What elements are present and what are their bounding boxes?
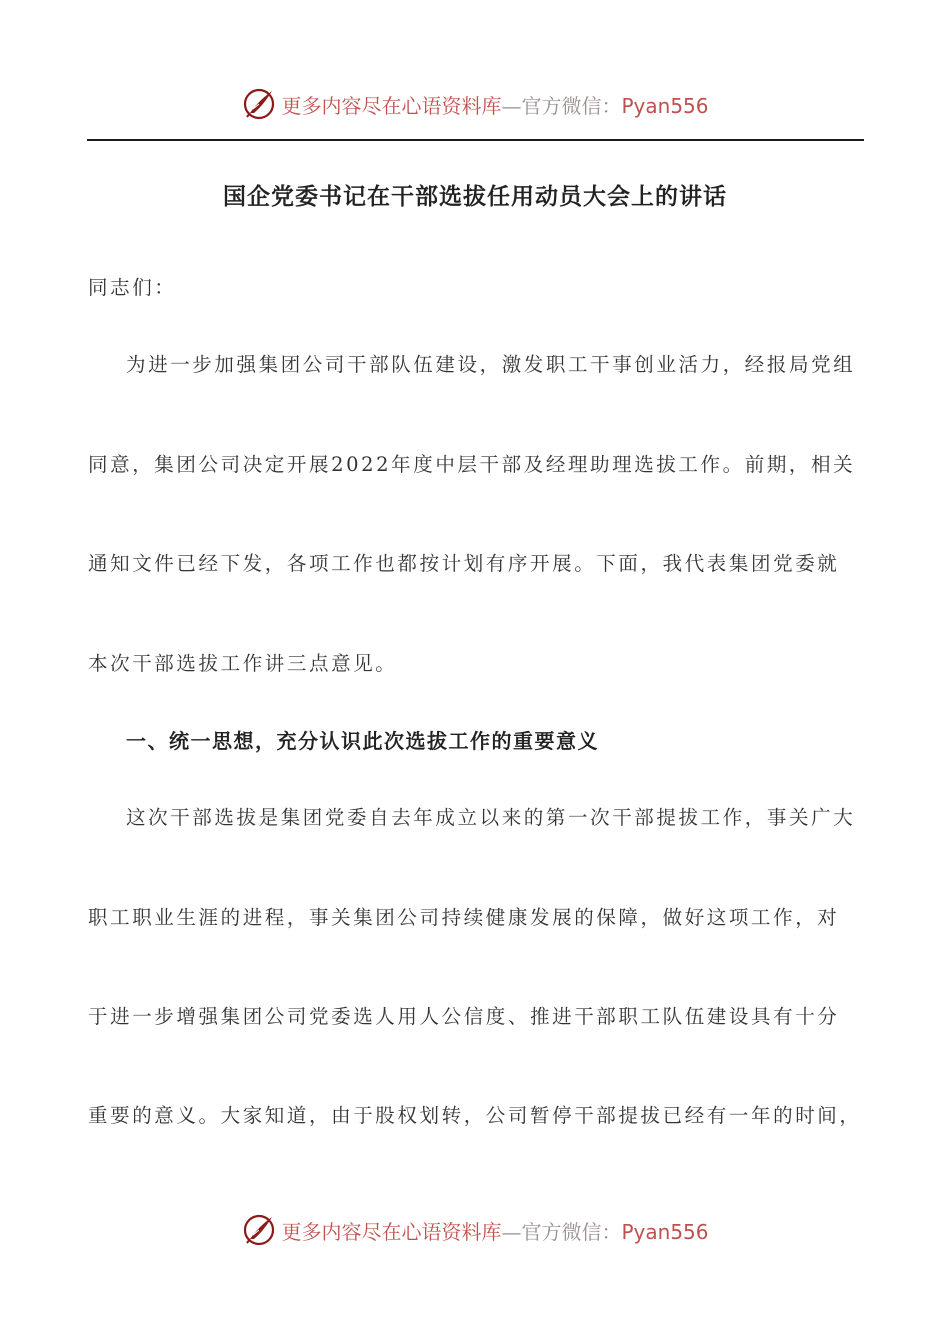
header-divider: [87, 139, 864, 141]
banner-text: [281, 1216, 708, 1245]
banner-wechat-label: 官方微信：: [521, 93, 622, 118]
paragraph1-line4: 本次干部选拔工作讲三点意见。: [88, 652, 398, 675]
banner-wechat-id: Pyan556: [621, 1219, 709, 1244]
document-title: 国企党委书记在干部选拔任用动员大会上的讲话: [223, 183, 727, 210]
quill-logo-icon: [241, 1212, 277, 1248]
paragraph2-line2: 职工职业生涯的进程，事关集团公司持续健康发展的保障，做好这项工作，对: [88, 906, 840, 929]
paragraph1-line1: 为进一步加强集团公司干部队伍建设，激发职工干事创业活力，经报局党组: [126, 353, 856, 376]
footer-banner: [0, 1208, 950, 1252]
paragraph1-line3: 通知文件已经下发，各项工作也都按计划有序开展。下面，我代表集团党委就: [88, 552, 840, 575]
banner-prefix: 更多内容尽在心语资料库: [281, 93, 502, 118]
paragraph1-line2: 同意，集团公司决定开展2022年度中层干部及经理助理选拔工作。前期，相关: [88, 453, 856, 476]
paragraph2-line3: 于进一步增强集团公司党委选人用人公信度、推进干部职工队伍建设具有十分: [88, 1005, 840, 1028]
banner-dash: —: [501, 93, 522, 118]
header-banner: [0, 82, 950, 126]
salutation: 同志们：: [88, 276, 177, 299]
quill-logo-icon: [241, 86, 277, 122]
banner-text: [281, 90, 708, 119]
section1-heading: 一、统一思想，充分认识此次选拔工作的重要意义: [126, 729, 599, 753]
banner-prefix: 更多内容尽在心语资料库: [281, 1219, 502, 1244]
banner-dash: —: [501, 1219, 522, 1244]
banner-wechat-label: 官方微信：: [521, 1219, 622, 1244]
paragraph2-line1: 这次干部选拔是集团党委自去年成立以来的第一次干部提拔工作，事关广大: [126, 806, 856, 829]
banner-wechat-id: Pyan556: [621, 93, 709, 118]
paragraph2-line4: 重要的意义。大家知道，由于股权划转，公司暂停干部提拔已经有一年的时间，: [88, 1104, 862, 1127]
